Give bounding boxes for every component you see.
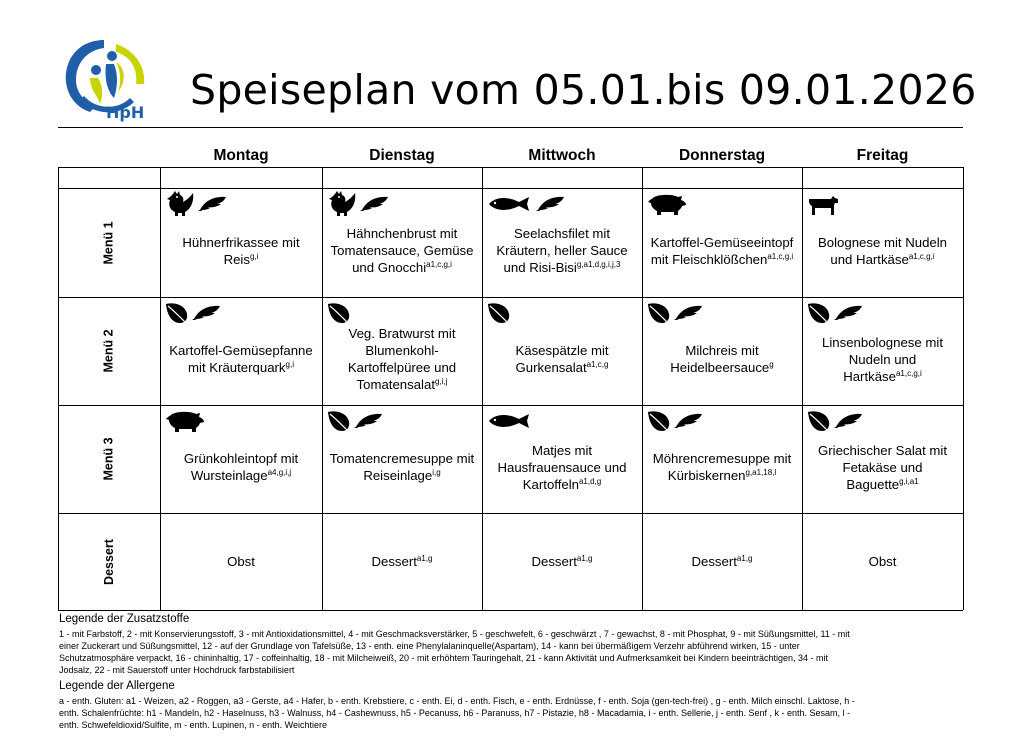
dish-line-text: Heidelbeersauce: [670, 360, 770, 375]
dish-text: [804, 427, 961, 507]
dish-text: [324, 319, 480, 399]
dish-line: [504, 259, 621, 276]
dish-line: [371, 553, 432, 570]
dish-text: [484, 210, 640, 291]
dish-line: [818, 442, 947, 459]
dish-line-text: Baguette: [846, 476, 900, 492]
dish-line-text: Käsespätzle mit: [515, 343, 609, 358]
dish-line: [846, 476, 918, 493]
menu-cell: [802, 297, 963, 405]
dish-text: [804, 513, 961, 610]
dish-line: [685, 342, 758, 359]
dish-line-text: Linsenbolognese mit: [822, 334, 943, 350]
day-header-donnerstag: Donnerstag: [678, 147, 766, 164]
dish-line-text: Kartoffelpüree und: [347, 360, 457, 375]
allergen-codes: g,i: [285, 360, 294, 369]
table-row-divider: [58, 610, 963, 611]
dish-line: [822, 334, 943, 351]
dish-line: [365, 342, 438, 359]
menu-cell: [642, 513, 802, 610]
dish-line-text: mit Fleischklößchen: [650, 251, 768, 267]
dish-line: [843, 459, 923, 476]
dish-text: [644, 210, 800, 291]
legend-line: Schutzatmosphäre verpackt, 16 - chininhaltig, 17 - coffeinhaltig, 18 - mit Milcheiweiß, 20 - mit erhöhtem Tauringehalt, 21 - kann Aktivität und Aufmerksamkeit bei Kindern beeinträchtigen, 34 - mit: [59, 653, 829, 663]
dish-line: [224, 251, 259, 268]
dish-line-text: Veg. Bratwurst mit: [348, 326, 456, 341]
dish-line-text: Grünkohleintopf mit: [183, 451, 299, 466]
title-divider: [58, 127, 963, 128]
menu-cell: [802, 188, 963, 297]
allergen-codes: g,a1,18,l: [745, 468, 777, 477]
dish-line: [869, 553, 897, 570]
dish-line-text: Kürbiskernen: [667, 468, 746, 483]
dish-line-text: Blumenkohl-: [365, 343, 439, 358]
page-title: Speiseplan vom 05.01.bis 09.01.2026: [190, 66, 977, 114]
dish-line: [516, 359, 609, 376]
legend-line: 1 - mit Farbstoff, 2 - mit Konservierungsstoff, 3 - mit Antioxidationsmittel, 4 - mit Geschmacksverstärker, 5 - geschwefelt, 6 - geschwärzt , 7 - gewachst, 8 - mit Phosphat, 9 - mit Süßungsmittel, 11 - mit: [59, 629, 850, 639]
menu-cell: [802, 405, 963, 513]
dish-line: [352, 259, 452, 276]
dish-line-text: Hühnerfrikassee mit: [182, 234, 300, 250]
dish-line: [191, 467, 291, 484]
dish-line-text: Wursteinlage: [190, 468, 268, 483]
legend-line: enth. Schalenfrüchte: h1 - Mandeln, h2 - Haselnuss, h3 - Walnuss, h4 - Cashewnuss, h5 - Pecanuss, h6 - Paranuss, h7 - Pistazie, h8 - Macadamia, i - enth. Sellerie, j - enth. Senf , k - enth. Sesam, l -: [59, 708, 851, 718]
dish-line-text: Dessert: [371, 554, 417, 569]
dish-line-text: und Gnocchi: [352, 260, 427, 275]
allergens-legend-title: Legende der Allergene: [59, 680, 175, 692]
allergen-codes: a1,c,g,i: [895, 368, 922, 378]
allergen-codes: g,i,a1: [899, 476, 919, 486]
dish-line: [653, 450, 792, 467]
row-label: [58, 513, 160, 610]
dish-line-text: Möhrencremesuppe mit: [652, 451, 792, 466]
allergen-codes: a1,c,g,i: [767, 251, 794, 261]
dish-line: [515, 342, 608, 359]
dish-line-text: Hartkäse: [843, 368, 896, 384]
dish-line: [227, 553, 255, 570]
dish-line-text: Griechischer Salat mit: [818, 442, 947, 458]
day-header-mittwoch: Mittwoch: [528, 147, 596, 164]
dish-line: [182, 234, 299, 251]
dish-line: [363, 467, 440, 484]
legend: [59, 612, 964, 731]
dish-line-text: Hähnchenbrust mit: [346, 226, 458, 241]
allergen-codes: a1,g: [416, 554, 433, 563]
allergen-codes: a1,g: [736, 554, 753, 563]
dish-line-text: Bolognese mit Nudeln: [817, 234, 948, 250]
dish-line-text: Tomatensalat: [356, 377, 435, 392]
dish-text: [804, 319, 961, 399]
dish-text: [324, 513, 480, 610]
dish-line: [670, 359, 773, 376]
row-label: [58, 188, 160, 297]
dish-line: [331, 242, 474, 259]
dish-text: [324, 427, 480, 507]
row-label: [58, 405, 160, 513]
dish-line: [651, 251, 793, 268]
dish-line-text: und Risi-Bisi: [503, 260, 577, 275]
menu-cell: [322, 188, 482, 297]
allergen-codes: i,g: [432, 468, 441, 477]
dish-line: [347, 225, 458, 242]
menu-cell: [642, 188, 802, 297]
allergen-codes: a1,c,g: [586, 360, 609, 369]
dish-text: [804, 210, 961, 291]
dish-text: [324, 210, 480, 291]
legend-line: Jodsalz, 22 - mit Sauerstoff unter Hochdruck farbstabilisiert: [59, 665, 295, 675]
dish-line-text: Dessert: [691, 554, 737, 569]
dish-text: [162, 210, 320, 291]
allergen-codes: g,a1,d,g,i,j,3: [576, 260, 621, 269]
dish-line-text: und Hartkäse: [830, 251, 909, 267]
dish-line-text: Nudeln und: [848, 351, 917, 367]
dish-line: [349, 325, 456, 342]
dish-text: [644, 513, 800, 610]
menu-cell: [160, 297, 322, 405]
dish-line: [691, 553, 752, 570]
additives-legend-text: [59, 628, 964, 676]
dish-line: [651, 234, 794, 251]
menu-cell: [642, 297, 802, 405]
dish-text: [162, 513, 320, 610]
menu-cell: [160, 405, 322, 513]
menu-cell: [322, 513, 482, 610]
logo-text: HpH: [106, 103, 145, 122]
day-header-dienstag: Dienstag: [369, 147, 435, 164]
legend-line: enth. Schwefeldioxid/Sulfite, m - enth. Lupinen, n - enth. Weichtiere: [59, 720, 327, 730]
hph-logo: [60, 34, 154, 122]
allergen-codes: g,i: [249, 251, 259, 261]
dish-line: [497, 459, 626, 476]
allergen-codes: a1,c,g,i: [908, 251, 935, 261]
menu-cell: [482, 405, 642, 513]
dish-line: [188, 359, 294, 376]
dish-line-text: Kartoffel-Gemüseeintopf: [650, 234, 794, 250]
allergen-codes: a1,d,g: [578, 476, 602, 486]
dish-line: [523, 476, 601, 493]
dish-line: [348, 359, 456, 376]
dish-line: [169, 342, 312, 359]
dish-line-text: mit Kräuterquark: [188, 360, 286, 375]
legend-line: einer Zuckerart und Süßungsmittel, 12 - auf der Grundlage von Tafelsüße, 13 - enth. eine Phenylalaninquelle(Aspartam), 14 - kann bei übermäßigem Verzehr abführend wirken, 15 - unter: [59, 641, 800, 651]
dish-line: [514, 225, 610, 242]
day-header-montag: Montag: [213, 147, 269, 164]
dish-line: [357, 376, 448, 393]
dish-text: [644, 427, 800, 507]
dish-line-text: Reiseinlage: [363, 468, 433, 483]
dish-line-text: Kartoffeln: [522, 476, 579, 492]
dish-line: [830, 251, 934, 268]
dish-text: [484, 513, 640, 610]
dish-line: [184, 450, 298, 467]
dish-line-text: Dessert: [531, 554, 577, 569]
menu-cell: [482, 513, 642, 610]
dish-text: [484, 319, 640, 399]
dish-line-text: Matjes mit: [531, 442, 593, 458]
dish-line-text: Seelachsfilet mit: [513, 226, 610, 241]
dish-text: [644, 319, 800, 399]
dish-line-text: Hausfrauensauce und: [497, 459, 627, 475]
dish-text: [484, 427, 640, 507]
dish-line: [668, 467, 776, 484]
dish-line: [849, 351, 916, 368]
dish-line-text: Kräutern, heller Sauce: [496, 243, 628, 258]
table-row-divider: [58, 167, 963, 168]
allergen-codes: g: [769, 360, 774, 369]
row-label-text: Dessert: [102, 538, 116, 585]
dish-line: [843, 368, 922, 385]
day-header-freitag: Freitag: [856, 147, 909, 164]
additives-legend-title: Legende der Zusatzstoffe: [59, 613, 190, 625]
dish-line-text: Obst: [868, 554, 897, 569]
dish-line-text: Gurkensalat: [515, 360, 587, 375]
dish-line-text: Tomatensauce, Gemüse: [330, 243, 474, 258]
menu-cell: [802, 513, 963, 610]
menu-cell: [160, 188, 322, 297]
allergen-codes: g,i,j: [434, 377, 448, 386]
menu-cell: [322, 405, 482, 513]
dish-line: [818, 234, 947, 251]
table-column-divider: [963, 167, 964, 610]
dish-text: [162, 319, 320, 399]
menu-cell: [160, 513, 322, 610]
dish-text: [162, 427, 320, 507]
dish-line: [496, 242, 627, 259]
dish-line-text: Kartoffel-Gemüsepfanne: [169, 343, 313, 358]
allergens-legend-text: [59, 695, 964, 731]
allergen-codes: a1,c,g,i: [426, 260, 452, 269]
row-label-text: Menü 2: [102, 329, 116, 373]
dish-line-text: Obst: [227, 554, 255, 569]
allergen-codes: a1,g: [576, 554, 593, 563]
menu-cell: [482, 188, 642, 297]
menu-table: [58, 146, 963, 610]
dish-line: [532, 442, 592, 459]
legend-line: a - enth. Gluten: a1 - Weizen, a2 - Roggen, a3 - Gerste, a4 - Hafer, b - enth. Krebstiere, c - enth. Ei, d - enth. Fisch, e - enth. Erdnüsse, f - enth. Soja (gen-tech-frei) , g - enth. Milch einschl. Laktose, h -: [59, 696, 855, 706]
allergen-codes: a4,g,i,j: [267, 468, 292, 477]
dish-line-text: Milchreis mit: [685, 343, 759, 358]
menu-cell: [642, 405, 802, 513]
dish-line: [330, 450, 474, 467]
menu-cell: [322, 297, 482, 405]
row-label: [58, 297, 160, 405]
dish-line-text: Tomatencremesuppe mit: [329, 451, 475, 466]
dish-line: [531, 553, 592, 570]
dish-line-text: Reis: [223, 251, 250, 267]
dish-line-text: Fetakäse und: [842, 459, 923, 475]
row-label-text: Menü 3: [102, 437, 116, 481]
menu-cell: [482, 297, 642, 405]
row-label-text: Menü 1: [102, 220, 116, 265]
